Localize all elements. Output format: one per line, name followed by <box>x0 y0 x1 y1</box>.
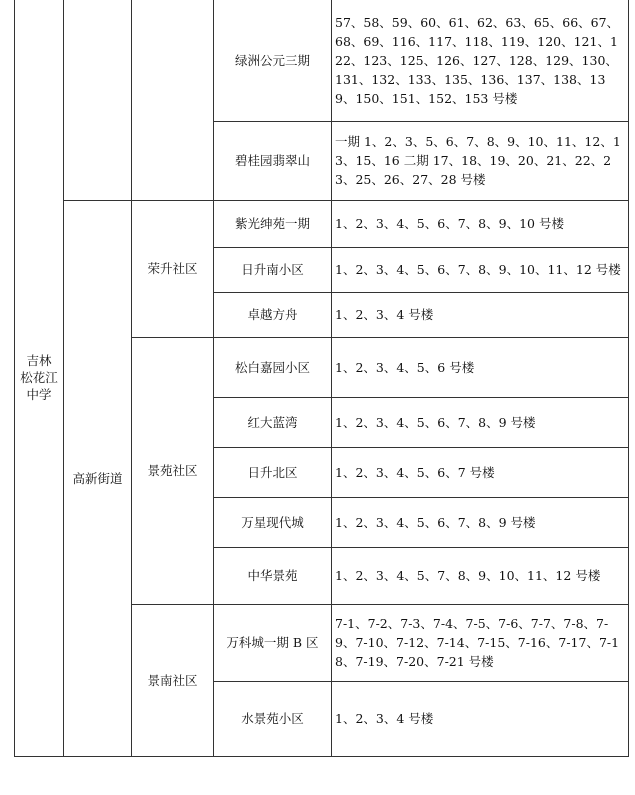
estate-cell: 日升北区 <box>214 447 332 497</box>
estate-cell: 日升南小区 <box>214 247 332 292</box>
community-cell-empty <box>132 0 214 200</box>
buildings-cell: 1、2、3、4、5、6、7、8、9 号楼 <box>332 497 629 547</box>
school-name-line: 松花江 <box>20 369 58 385</box>
buildings-cell: 1、2、3、4、5、6、7、8、9、10、11、12 号楼 <box>332 247 629 292</box>
table-row <box>15 200 629 247</box>
estate-cell: 水景苑小区 <box>214 681 332 756</box>
community-cell: 荣升社区 <box>132 200 214 337</box>
community-cell: 景苑社区 <box>132 337 214 604</box>
buildings-cell: 1、2、3、4 号楼 <box>332 681 629 756</box>
buildings-cell: 1、2、3、4、5、7、8、9、10、11、12 号楼 <box>332 547 629 604</box>
buildings-cell: 1、2、3、4、5、6 号楼 <box>332 337 629 397</box>
estate-cell: 紫光绅苑一期 <box>214 200 332 247</box>
street-cell-empty <box>64 0 132 200</box>
estate-cell: 中华景苑 <box>214 547 332 604</box>
school-cell <box>15 0 64 756</box>
estate-cell: 万星现代城 <box>214 497 332 547</box>
table-row <box>15 0 629 121</box>
buildings-cell: 1、2、3、4、5、6、7 号楼 <box>332 447 629 497</box>
estate-cell: 松白嘉园小区 <box>214 337 332 397</box>
school-district-table <box>14 0 629 757</box>
buildings-cell: 57、58、59、60、61、62、63、65、66、67、68、69、116、117、118、119、120、121、122、123、125、126、127、128、129、130、131、132、133、135、136、137、138、139、150、151、152、153 号楼 <box>332 0 629 121</box>
community-cell: 景南社区 <box>132 604 214 756</box>
buildings-cell: 一期 1、2、3、5、6、7、8、9、10、11、12、13、15、16 二期 17、18、19、20、21、22、23、25、26、27、28 号楼 <box>332 121 629 200</box>
street-cell: 高新街道 <box>64 200 132 756</box>
buildings-cell: 1、2、3、4、5、6、7、8、9 号楼 <box>332 397 629 447</box>
school-name-line: 中学 <box>26 386 52 402</box>
school-name <box>20 352 58 403</box>
estate-cell: 绿洲公元三期 <box>214 0 332 121</box>
buildings-cell: 1、2、3、4 号楼 <box>332 292 629 337</box>
school-name-line: 吉林 <box>26 352 52 368</box>
buildings-cell: 1、2、3、4、5、6、7、8、9、10 号楼 <box>332 200 629 247</box>
estate-cell: 卓越方舟 <box>214 292 332 337</box>
buildings-cell: 7-1、7-2、7-3、7-4、7-5、7-6、7-7、7-8、7-9、7-10、7-12、7-14、7-15、7-16、7-17、7-18、7-19、7-20、7-21 号楼 <box>332 604 629 681</box>
estate-cell: 万科城一期 B 区 <box>214 604 332 681</box>
estate-cell: 碧桂园翡翠山 <box>214 121 332 200</box>
estate-cell: 红大蓝湾 <box>214 397 332 447</box>
